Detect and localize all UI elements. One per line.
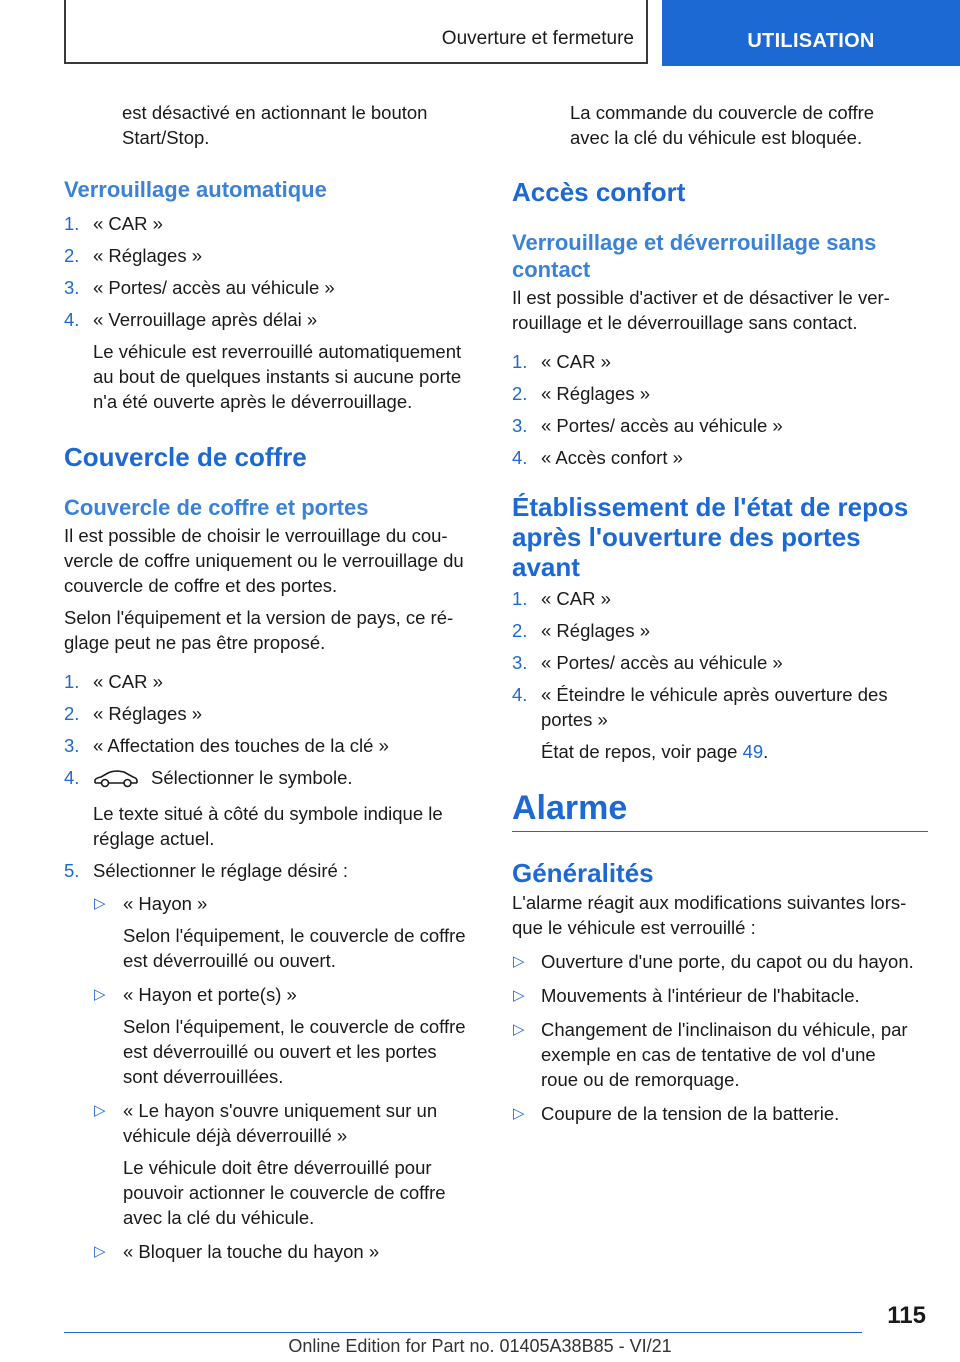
auto-lock-steps bbox=[64, 211, 480, 414]
list-item: 3. « Portes/ accès au véhicule » bbox=[512, 652, 783, 673]
page-link[interactable]: 49 bbox=[742, 741, 764, 762]
list-item: 2. « Réglages » bbox=[64, 245, 203, 266]
page-reference: État de repos, voir page 49. bbox=[541, 741, 769, 762]
header-chapter-label: UTILISATION bbox=[747, 30, 875, 52]
general-paragraph: L'alarme réagit aux modifications suivantes lors- que le véhicule est verrouillé : bbox=[512, 892, 907, 938]
bullet-triangle-icon: ▷ bbox=[94, 895, 106, 912]
header-section-title: Ouverture et fermeture bbox=[441, 28, 634, 49]
heading-auto-lock: Verrouillage automatique bbox=[64, 177, 327, 202]
car-icon bbox=[93, 769, 139, 794]
list-item: 3. « Affectation des touches de la clé » bbox=[64, 735, 389, 756]
heading-alarm: Alarme bbox=[512, 789, 628, 827]
list-item: 4. « Éteindre le véhicule après ouverture des portes » État de repos, voir page 49. bbox=[512, 682, 928, 764]
bullet-item: ▷ « Le hayon s'ouvre uniquement sur un véhicule déjà déverrouillé » Le véhicule doit être déverrouillé pour pouvoir actionner le couvercle de coffre avec la clé du véhicule. bbox=[94, 1100, 446, 1228]
keyless-steps bbox=[512, 349, 928, 470]
list-item: 1. « CAR » bbox=[64, 213, 163, 234]
trunk-paragraph-2: Selon l'équipement et la version de pays, ce ré- glage peut ne pas être proposé. bbox=[64, 607, 454, 653]
section-rule bbox=[512, 831, 928, 832]
bullet-triangle-icon: ▷ bbox=[94, 986, 106, 1003]
list-item: 2. « Réglages » bbox=[512, 620, 651, 641]
right-column bbox=[512, 100, 928, 1135]
alarm-triggers bbox=[512, 949, 928, 1126]
bullet-triangle-icon: ▷ bbox=[513, 1105, 525, 1122]
keyless-paragraph: Il est possible d'activer et de désactiver le ver- rouillage et le déverrouillage sans contact. bbox=[512, 287, 890, 333]
intro-continuation bbox=[64, 100, 480, 150]
heading-trunk-doors: Couvercle de coffre et portes bbox=[64, 495, 369, 520]
footer-rule bbox=[64, 1332, 862, 1333]
bullet-item: ▷ Coupure de la tension de la batterie. bbox=[513, 1103, 840, 1124]
trunk-continuation: La commande du couvercle de coffre avec la clé du véhicule est bloquée. bbox=[570, 102, 875, 148]
list-item: 4. « Verrouillage après délai » Le véhicule est reverrouillé automatiquement au bout de quelques instants si aucune porte n'a été ouverte après le déverrouillage. bbox=[64, 307, 480, 414]
heading-keyless: Verrouillage et déverrouillage sans contact bbox=[512, 230, 877, 282]
list-item: 1. « CAR » bbox=[512, 351, 611, 372]
heading-general: Généralités bbox=[512, 858, 654, 888]
trunk-steps bbox=[64, 669, 480, 1264]
left-column bbox=[64, 100, 480, 1273]
list-item: 2. « Réglages » bbox=[512, 383, 651, 404]
heading-trunk: Couvercle de coffre bbox=[64, 442, 307, 472]
rest-steps bbox=[512, 586, 928, 764]
list-item: 3. « Portes/ accès au véhicule » bbox=[64, 277, 335, 298]
bullet-triangle-icon: ▷ bbox=[94, 1243, 106, 1260]
bullet-item: ▷ « Hayon » Selon l'équipement, le couvercle de coffre est déverrouillé ou ouvert. bbox=[94, 893, 466, 971]
heading-comfort-access: Accès confort bbox=[512, 177, 686, 207]
step-note: Le véhicule est reverrouillé automatiquement au bout de quelques instants si aucune porte n'a été ouverte après le déverrouillage. bbox=[93, 341, 462, 412]
bullet-triangle-icon: ▷ bbox=[513, 987, 525, 1004]
header-section-box bbox=[64, 0, 648, 64]
heading-rest-state: Établissement de l'état de repos après l'ouverture des portes avant bbox=[512, 492, 909, 582]
text-line: Start/Stop. bbox=[122, 127, 210, 148]
step-note: Le texte situé à côté du symbole indique le réglage actuel. bbox=[93, 803, 443, 849]
text-line: est désactivé en actionnant le bouton bbox=[122, 102, 428, 123]
bullet-item: ▷ « Bloquer la touche du hayon » bbox=[94, 1241, 380, 1262]
bullet-item: ▷ Ouverture d'une porte, du capot ou du hayon. bbox=[513, 951, 914, 972]
list-item: 1. « CAR » bbox=[64, 671, 163, 692]
bullet-triangle-icon: ▷ bbox=[513, 953, 525, 970]
header-chapter-tab[interactable] bbox=[662, 0, 960, 66]
list-item: 5. Sélectionner le réglage désiré : ▷ « Hayon » Selon l'équipement, le couvercle de coffre est déverrouillé ou ouvert. ▷ « Hayon et porte(s) » Selon l'équipement, le couvercle de coffre est déverrouillé ou ouvert et les portes sont déverrouillées. ▷ « Le hayon s'ouvre uniquement sur un véhicule déjà déverrouillé » Le véhicule doit être déverrouillé pour pouvoir actionner le couvercle de coffre avec la clé du véhicule. ▷ « Bloquer la touche du hayon » bbox=[64, 858, 480, 1264]
footer-edition: Online Edition for Part no. 01405A38B85 - VI/21 bbox=[288, 1336, 672, 1356]
trunk-options bbox=[93, 891, 480, 1264]
bullet-triangle-icon: ▷ bbox=[94, 1102, 106, 1119]
list-item: 4. Sélectionner le symbole. Le texte situé à côté du symbole indique le réglage actuel. bbox=[64, 765, 480, 851]
list-item: 4. « Accès confort » bbox=[512, 447, 683, 468]
list-item: 3. « Portes/ accès au véhicule » bbox=[512, 415, 783, 436]
page-number: 115 bbox=[887, 1302, 926, 1329]
page-header bbox=[0, 0, 960, 66]
list-item: 1. « CAR » bbox=[512, 588, 611, 609]
bullet-triangle-icon: ▷ bbox=[513, 1021, 525, 1038]
bullet-item: ▷ Changement de l'inclinaison du véhicule, par exemple en cas de tentative de vol d'une roue ou de remorquage. bbox=[513, 1019, 908, 1090]
bullet-item: ▷ « Hayon et porte(s) » Selon l'équipement, le couvercle de coffre est déverrouillé ou ouvert et les portes sont déverrouillées. bbox=[94, 984, 466, 1087]
trunk-paragraph-1: Il est possible de choisir le verrouillage du cou- vercle de coffre uniquement ou le verrouillage du couvercle de coffre et des portes. bbox=[64, 525, 464, 596]
list-item: 2. « Réglages » bbox=[64, 703, 203, 724]
bullet-item: ▷ Mouvements à l'intérieur de l'habitacle. bbox=[513, 985, 860, 1006]
